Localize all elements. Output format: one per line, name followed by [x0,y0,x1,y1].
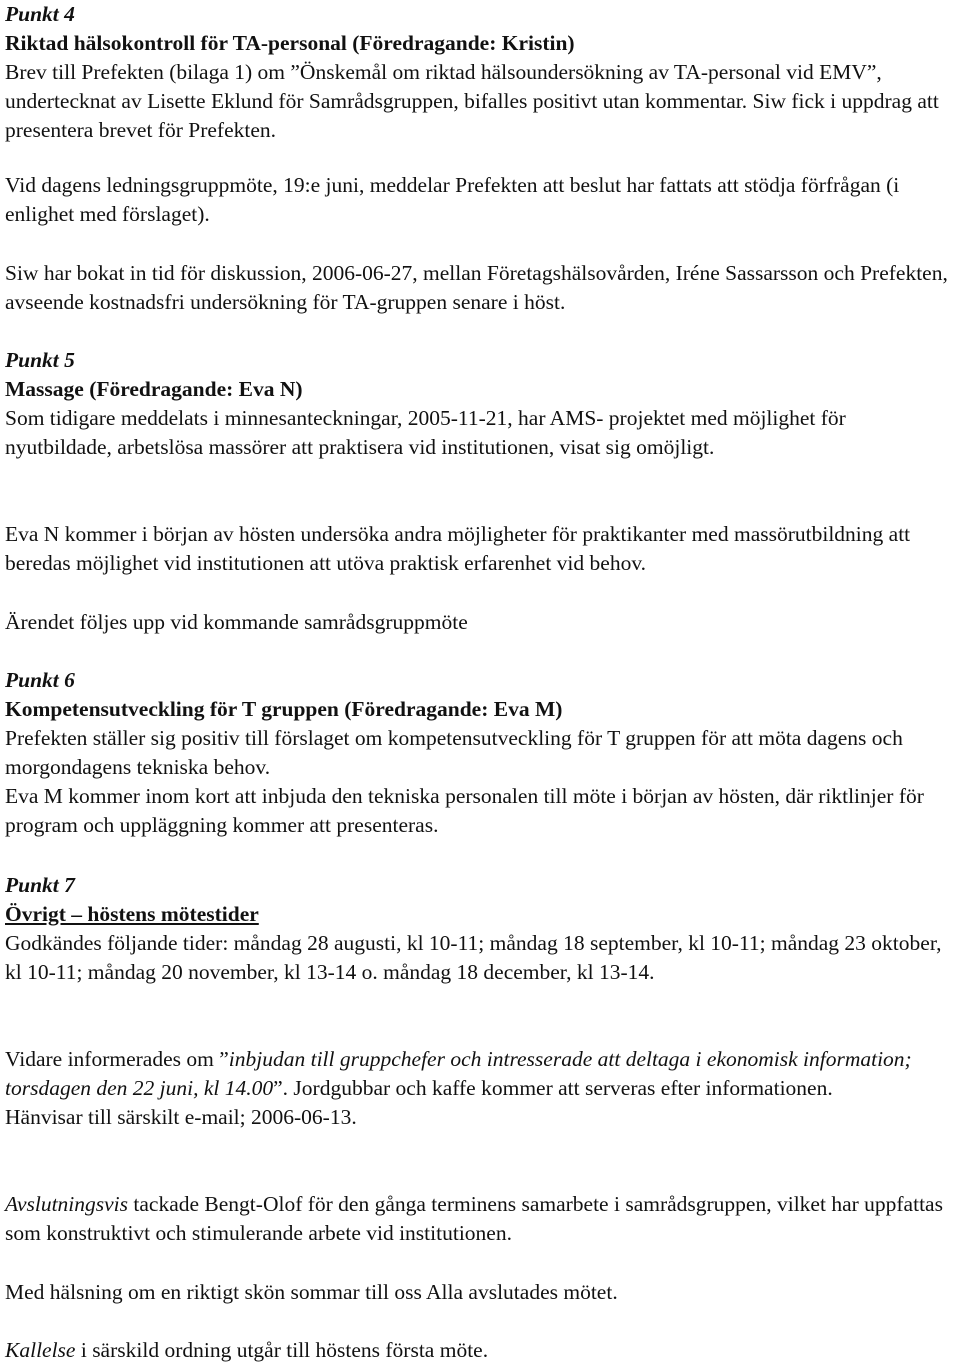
greeting-paragraph [5,1278,957,1307]
section-punkt-4-p3 [5,259,957,317]
section-punkt-5-p3 [5,608,957,637]
text-run-italic: inbjudan till gruppchefer och intresserade att deltaga i ekonomisk information; torsdagen den 22 juni, kl 14.00 [5,1047,912,1100]
text-run-italic: Kallelse [5,1338,76,1362]
section-label: Punkt 7 [5,873,75,897]
section-punkt-4-p2 [5,171,957,229]
paragraph: Eva N kommer i början av hösten undersöka andra möjligheter för praktikanter med massörutbildning att beredas möjlighet vid institutionen att utöva praktisk erfarenhet vid behov. [5,522,911,575]
section-heading: Övrigt – höstens mötestider [5,902,259,926]
section-punkt-5-p2 [5,520,957,578]
kallelse-paragraph [5,1336,957,1365]
section-punkt-4 [5,0,957,145]
section-label: Punkt 5 [5,348,75,372]
paragraph: Eva M kommer inom kort att inbjuda den tekniska personalen till möte i början av hösten, där riktlinjer för program och uppläggning kommer att presenteras. [5,784,924,837]
paragraph: Godkändes följande tider: måndag 28 augusti, kl 10-11; måndag 18 september, kl 10-11; måndag 23 oktober, kl 10-11; måndag 20 november, kl 13-14 o. måndag 18 december, kl 13-14. [5,931,942,984]
text-run: i särskild ordning utgår till höstens första möte. [75,1338,489,1362]
paragraph: Som tidigare meddelats i minnesanteckningar, 2005-11-21, har AMS- projektet med möjlighet för nyutbildade, arbetslösa massörer att praktisera vid institutionen, visat sig omöjligt. [5,406,846,459]
section-punkt-6 [5,666,957,840]
section-label: Punkt 4 [5,2,75,26]
text-run: Vidare informerades om ” [5,1047,229,1071]
closing-paragraph [5,1190,957,1248]
paragraph: Med hälsning om en riktigt skön sommar till oss Alla avslutades mötet. [5,1280,618,1304]
section-label: Punkt 6 [5,668,75,692]
text-run: ”. Jordgubbar och kaffe kommer att serveras efter informationen. [273,1076,833,1100]
section-heading: Riktad hälsokontroll för TA-personal (Föredragande: Kristin) [5,31,575,55]
paragraph: Ärendet följes upp vid kommande samrådsgruppmöte [5,610,468,634]
text-run-italic: Avslutningsvis [5,1192,129,1216]
paragraph [5,1336,957,1365]
section-punkt-7-info [5,1045,957,1132]
section-heading: Massage (Föredragande: Eva N) [5,377,303,401]
section-heading: Kompetensutveckling för T gruppen (Föredragande: Eva M) [5,697,563,721]
section-punkt-7 [5,871,957,987]
paragraph: Hänvisar till särskilt e-mail; 2006-06-13. [5,1105,357,1129]
paragraph [5,1190,957,1248]
section-punkt-5 [5,346,957,462]
paragraph [5,1045,957,1103]
paragraph: Prefekten ställer sig positiv till förslaget om kompetensutveckling för T gruppen för att möta dagens och morgondagens tekniska behov. [5,726,903,779]
text-run: tackade Bengt-Olof för den gånga terminens samarbete i samrådsgruppen, vilket har uppfattas som konstruktivt och stimulerande arbete vid institutionen. [5,1192,943,1245]
paragraph: Brev till Prefekten (bilaga 1) om ”Önskemål om riktad hälsoundersökning av TA-personal vid EMV”, undertecknat av Lisette Eklund för Samrådsgruppen, bifalles positivt utan kommentar. Siw fick i uppdrag att presentera brevet för Prefekten. [5,60,939,142]
paragraph: Vid dagens ledningsgruppmöte, 19:e juni, meddelar Prefekten att beslut har fattats att stödja förfrågan (i enlighet med förslaget). [5,173,900,226]
paragraph: Siw har bokat in tid för diskussion, 2006-06-27, mellan Företagshälsovården, Iréne Sassarsson och Prefekten, avseende kostnadsfri undersökning för TA-gruppen senare i höst. [5,261,948,314]
